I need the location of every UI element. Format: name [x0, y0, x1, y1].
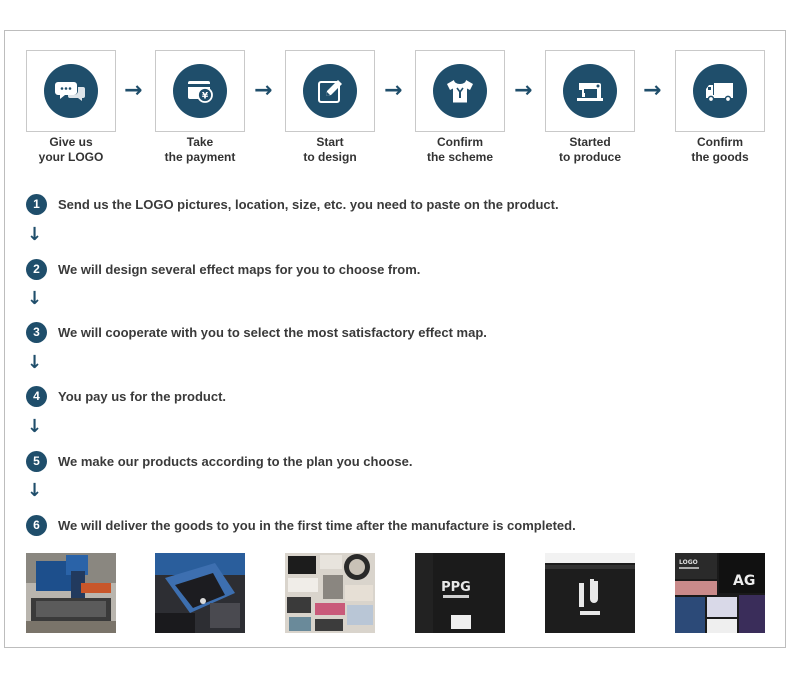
step-icon-box — [415, 50, 505, 132]
svg-text:¥: ¥ — [201, 91, 209, 102]
heat-press-machine-photo — [26, 553, 116, 633]
instruction-text: You pay us for the product. — [58, 388, 227, 404]
sewing-machine-icon — [563, 64, 617, 118]
step-number-badge: 3 — [26, 322, 47, 343]
svg-text:PPG: PPG — [441, 580, 471, 595]
svg-text:AG: AG — [733, 573, 756, 589]
woven-labels-photo — [285, 553, 375, 633]
step-icon-box — [675, 50, 765, 132]
step-start-design — [285, 50, 375, 165]
step-number-badge: 5 — [26, 451, 47, 472]
step-label: Started to produce — [559, 135, 621, 164]
step-number-badge: 6 — [26, 515, 47, 536]
step-take-payment — [155, 50, 245, 165]
arrow-down-icon: ↓ — [27, 416, 43, 437]
arrow-down-icon: ↓ — [27, 480, 43, 501]
step-icon-box — [545, 50, 635, 132]
instruction-text: We will cooperate with you to select the most satisfactory effect map. — [58, 324, 487, 340]
instruction-item — [26, 321, 487, 343]
pencil-edit-icon — [303, 64, 357, 118]
delivery-truck-icon — [693, 64, 747, 118]
instruction-text: Send us the LOGO pictures, location, size, etc. you need to paste on the product. — [58, 196, 559, 212]
instruction-item — [26, 193, 559, 215]
instruction-text: We will deliver the goods to you in the first time after the manufacture is completed. — [58, 517, 576, 533]
instruction-item — [26, 258, 420, 280]
step-confirm-scheme — [415, 50, 505, 165]
instruction-text: We will design several effect maps for you to choose from. — [58, 261, 421, 277]
step-icon-box — [26, 50, 116, 132]
step-number-badge: 1 — [26, 194, 47, 215]
instruction-text: We make our products according to the plan you choose. — [58, 453, 413, 469]
step-number-badge: 4 — [26, 386, 47, 407]
finished-products-collage-photo — [675, 553, 765, 633]
arrow-down-icon: ↓ — [27, 224, 43, 245]
instruction-item — [26, 514, 576, 536]
payment-card-icon — [173, 64, 227, 118]
step-number-badge: 2 — [26, 259, 47, 280]
instruction-item — [26, 385, 226, 407]
printed-logo-pants-photo — [545, 553, 635, 633]
svg-text:LOGO: LOGO — [679, 559, 698, 566]
step-label: Start to design — [303, 135, 357, 164]
step-label: Confirm the scheme — [426, 135, 494, 164]
arrow-right-icon: → — [643, 78, 662, 103]
process-steps — [0, 0, 790, 175]
t-shirt-icon — [433, 64, 487, 118]
instruction-item — [26, 450, 412, 472]
step-icon-box — [285, 50, 375, 132]
step-icon-box — [155, 50, 245, 132]
arrow-right-icon: → — [384, 78, 403, 103]
arrow-down-icon: ↓ — [27, 288, 43, 309]
step-label: Confirm the goods — [691, 135, 749, 164]
arrow-right-icon: → — [124, 78, 143, 103]
step-start-produce — [545, 50, 635, 165]
arrow-right-icon: → — [514, 78, 533, 103]
arrow-right-icon: → — [254, 78, 273, 103]
printed-logo-garment-photo — [415, 553, 505, 633]
step-label: Take the payment — [164, 135, 236, 164]
heat-press-pressing-photo — [155, 553, 245, 633]
step-confirm-goods — [675, 50, 765, 165]
step-give-logo — [26, 50, 116, 165]
arrow-down-icon: ↓ — [27, 352, 43, 373]
step-label: Give us your LOGO — [38, 135, 104, 164]
chat-bubbles-icon — [44, 64, 98, 118]
